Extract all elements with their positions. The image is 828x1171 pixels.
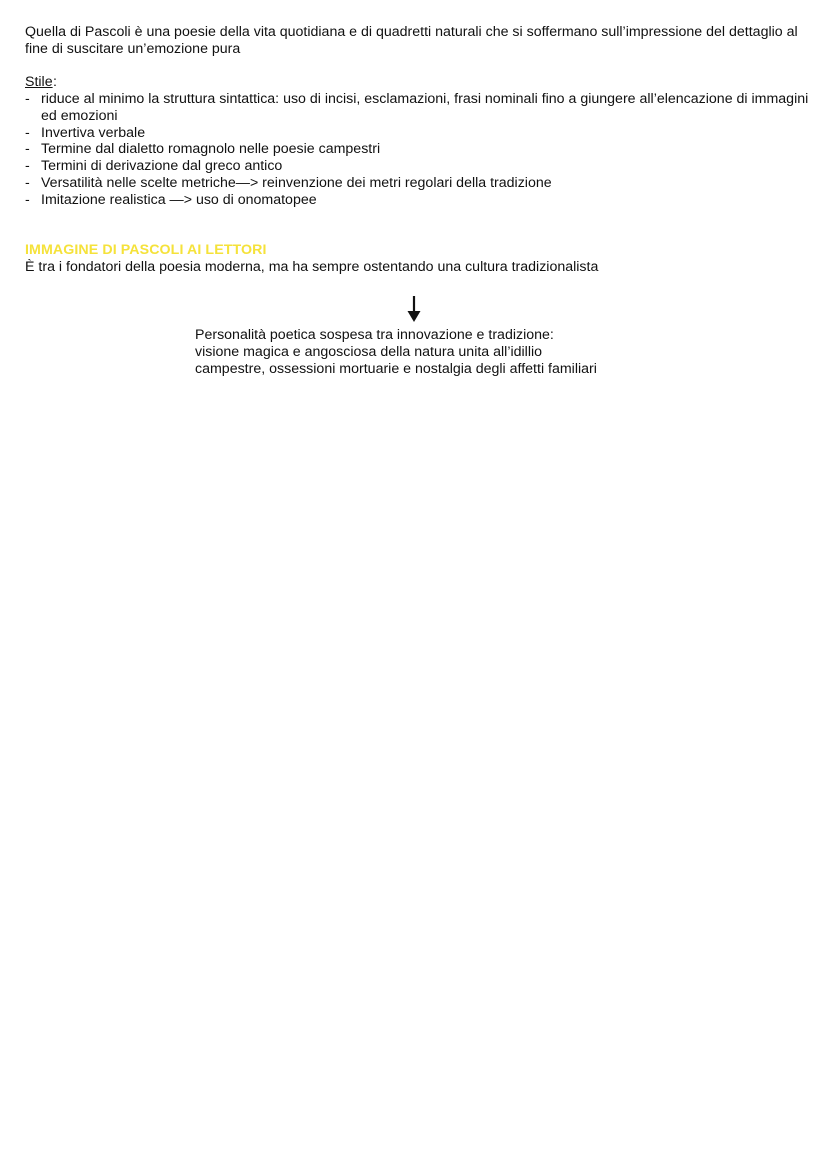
bullet-dash: - [25,124,30,141]
intro-paragraph: Quella di Pascoli è una poesie della vita quotidiana e di quadretti naturali che si soffermano sull’impressione del dettaglio al fine di suscitare un’emozione pura [25,24,798,57]
list-item-text: Imitazione realistica —> uso di onomatopee [41,191,317,208]
personality-line: campestre, ossessioni mortuarie e nostalgia degli affetti familiari [195,360,597,377]
bullet-dash: - [25,158,30,175]
section-body: È tra i fondatori della poesia moderna, ma ha sempre ostentando una cultura tradizionalista [25,259,599,275]
bullet-dash: - [25,191,30,208]
personality-box [195,327,665,377]
list-item-text: Termine dal dialetto romagnolo nelle poesie campestri [41,141,381,158]
bullet-dash: - [25,91,30,107]
list-item [25,175,815,192]
list-item [25,91,815,125]
list-item [25,141,815,158]
personality-line: visione magica e angosciosa della natura unita all’idillio [195,343,543,360]
list-item [25,158,815,175]
bullet-dash: - [25,174,30,191]
personality-line: Personalità poetica sospesa tra innovazione e tradizione: [195,327,554,343]
stile-heading-label: Stile [25,74,53,90]
stile-heading-colon: : [53,74,57,90]
stile-heading [25,74,53,91]
list-item [25,125,815,142]
list-item-text: Termini di derivazione dal greco antico [41,158,283,175]
list-item [25,192,815,209]
section-title: IMMAGINE DI PASCOLI AI LETTORI [25,242,267,258]
list-item-text: Invertiva verbale [41,124,146,141]
list-item-text: riduce al minimo la struttura sintattica: uso di incisi, esclamazioni, frasi nominali fino a giungere all’elencazione di immagini ed emozioni [41,91,809,124]
stile-list [25,91,815,209]
list-item-text: Versatilità nelle scelte metriche—> reinvenzione dei metri regolari della tradizione [41,174,552,191]
bullet-dash: - [25,141,30,158]
arrow-down-icon [405,294,423,324]
